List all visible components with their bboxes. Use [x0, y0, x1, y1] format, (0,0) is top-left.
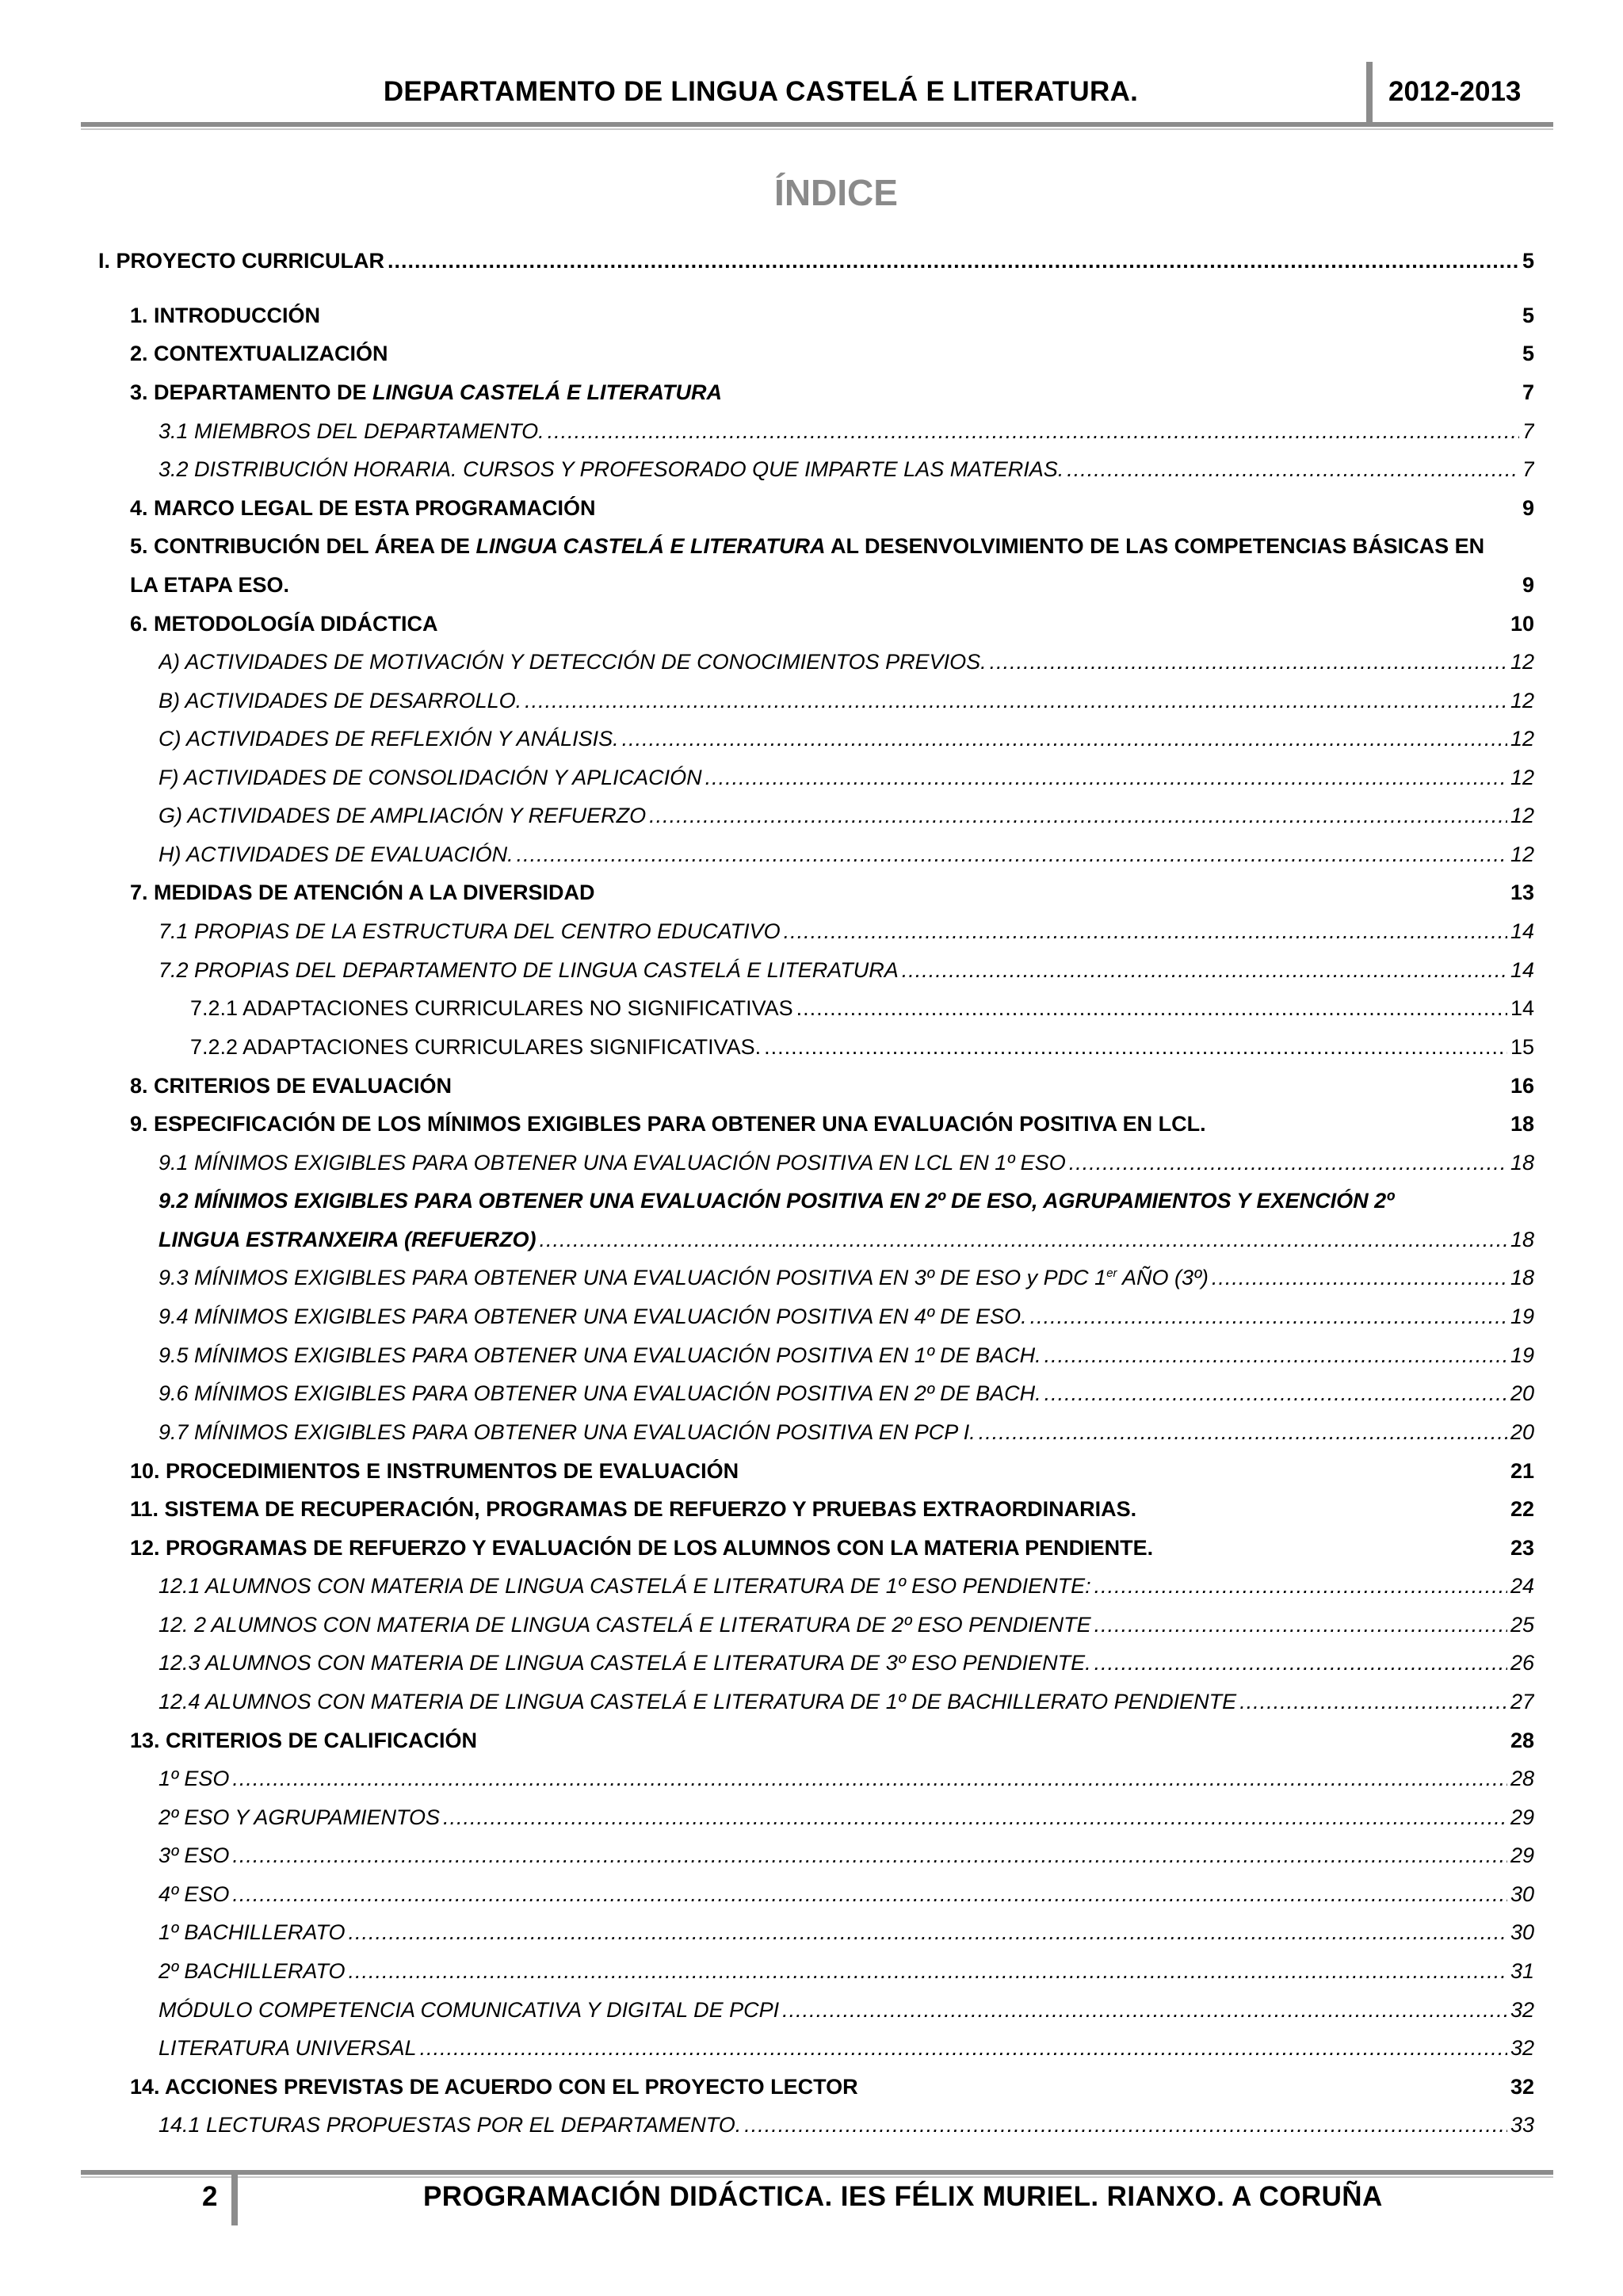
toc-entry[interactable]: 3.1 MIEMBROS DEL DEPARTAMENTO. ..... 7	[158, 417, 1534, 445]
toc-entry[interactable]: 12.3 ALUMNOS CON MATERIA DE LINGUA CASTELÁ E LITERATURA DE 3º ESO PENDIENTE. ..... 26	[158, 1648, 1534, 1677]
footer-text: PROGRAMACIÓN DIDÁCTICA. IES FÉLIX MURIEL. RIANXO. A CORUÑA	[423, 2181, 1383, 2212]
toc-entry[interactable]: LINGUA ESTRANXEIRA (REFUERZO) ..... 18	[158, 1225, 1534, 1254]
toc-entry[interactable]: 9.6 MÍNIMOS EXIGIBLES PARA OBTENER UNA EVALUACIÓN POSITIVA EN 2º DE BACH. ..... 20	[158, 1379, 1534, 1408]
toc-entry[interactable]: 6. METODOLOGÍA DIDÁCTICA 10	[130, 612, 1534, 636]
toc-entry[interactable]: 9.7 MÍNIMOS EXIGIBLES PARA OBTENER UNA EVALUACIÓN POSITIVA EN PCP I. ..... 20	[158, 1418, 1534, 1446]
toc-entry[interactable]: 1º ESO ..... 28	[158, 1764, 1534, 1793]
toc-entry[interactable]: 11. SISTEMA DE RECUPERACIÓN, PROGRAMAS DE REFUERZO Y PRUEBAS EXTRAORDINARIAS. 22	[130, 1497, 1534, 1521]
toc-entry[interactable]: 12.4 ALUMNOS CON MATERIA DE LINGUA CASTELÁ E LITERATURA DE 1º DE BACHILLERATO PENDIENTE ..... 27	[158, 1687, 1534, 1716]
toc-entry-line1[interactable]: 9.2 MÍNIMOS EXIGIBLES PARA OBTENER UNA EVALUACIÓN POSITIVA EN 2º DE ESO, AGRUPAMIENTOS Y EXENCIÓN 2º	[158, 1189, 1394, 1213]
page-number: 2	[202, 2181, 218, 2212]
header-divider	[1366, 62, 1373, 125]
header-rule	[81, 122, 1553, 127]
toc-entry[interactable]: 9.4 MÍNIMOS EXIGIBLES PARA OBTENER UNA EVALUACIÓN POSITIVA EN 4º DE ESO. ..... 19	[158, 1302, 1534, 1331]
toc-entry[interactable]: 13. CRITERIOS DE CALIFICACIÓN 28	[130, 1729, 1534, 1752]
toc-entry[interactable]: LITERATURA UNIVERSAL ..... 32	[158, 2034, 1534, 2062]
toc-entry[interactable]: 8. CRITERIOS DE EVALUACIÓN 16	[130, 1074, 1534, 1098]
toc-entry[interactable]: 9.3 MÍNIMOS EXIGIBLES PARA OBTENER UNA EVALUACIÓN POSITIVA EN 3º DE ESO y PDC 1er AÑO (3º) ..... 18	[158, 1263, 1534, 1292]
toc-entry[interactable]: I. PROYECTO CURRICULAR ..... 5	[98, 246, 1534, 275]
toc-entry[interactable]: C) ACTIVIDADES DE REFLEXIÓN Y ANÁLISIS. ..... 12	[158, 724, 1534, 753]
toc-entry[interactable]: H) ACTIVIDADES DE EVALUACIÓN. ..... 12	[158, 840, 1534, 869]
footer-rule	[81, 2170, 1553, 2175]
toc-entry[interactable]: 14. ACCIONES PREVISTAS DE ACUERDO CON EL PROYECTO LECTOR 32	[130, 2075, 1534, 2099]
toc-entry[interactable]: 7.2.1 ADAPTACIONES CURRICULARES NO SIGNIFICATIVAS ..... 14	[190, 994, 1534, 1022]
toc-entry[interactable]: 4º ESO ..... 30	[158, 1880, 1534, 1908]
toc-entry[interactable]: 1. INTRODUCCIÓN 5	[130, 304, 1534, 327]
toc-entry[interactable]: 9.5 MÍNIMOS EXIGIBLES PARA OBTENER UNA EVALUACIÓN POSITIVA EN 1º DE BACH. ..... 19	[158, 1341, 1534, 1370]
toc-entry[interactable]: 1º BACHILLERATO ..... 30	[158, 1918, 1534, 1946]
toc-entry[interactable]: 7. MEDIDAS DE ATENCIÓN A LA DIVERSIDAD 13	[130, 881, 1534, 904]
toc-entry[interactable]: LA ETAPA ESO. 9	[130, 573, 1534, 597]
toc-heading: ÍNDICE	[774, 172, 898, 213]
toc-entry[interactable]: MÓDULO COMPETENCIA COMUNICATIVA Y DIGITAL DE PCPI ..... 32	[158, 1996, 1534, 2024]
header-rule-shadow	[81, 128, 1553, 130]
toc-entry[interactable]: 7.2 PROPIAS DEL DEPARTAMENTO DE LINGUA CASTELÁ E LITERATURA ..... 14	[158, 956, 1534, 984]
toc-entry[interactable]: B) ACTIVIDADES DE DESARROLLO. ..... 12	[158, 686, 1534, 715]
toc-entry-line1[interactable]: 5. CONTRIBUCIÓN DEL ÁREA DE LINGUA CASTELÁ E LITERATURA AL DESENVOLVIMIENTO DE LAS COMPETENCIAS BÁSICAS EN	[130, 534, 1485, 558]
header-year: 2012-2013	[1388, 76, 1522, 107]
header-title: DEPARTAMENTO DE LINGUA CASTELÁ E LITERATURA.	[383, 76, 1139, 107]
toc-entry[interactable]: 4. MARCO LEGAL DE ESTA PROGRAMACIÓN 9	[130, 496, 1534, 520]
toc-entry[interactable]: 2º ESO Y AGRUPAMIENTOS ..... 29	[158, 1803, 1534, 1832]
toc-entry[interactable]: A) ACTIVIDADES DE MOTIVACIÓN Y DETECCIÓN DE CONOCIMIENTOS PREVIOS. ..... 12	[158, 648, 1534, 676]
toc-entry[interactable]: 9. ESPECIFICACIÓN DE LOS MÍNIMOS EXIGIBLES PARA OBTENER UNA EVALUACIÓN POSITIVA EN LCL. 18	[130, 1112, 1534, 1136]
footer-divider	[231, 2170, 238, 2225]
toc-entry[interactable]: 14.1 LECTURAS PROPUESTAS POR EL DEPARTAMENTO. ..... 33	[158, 2111, 1534, 2139]
toc-entry[interactable]: F) ACTIVIDADES DE CONSOLIDACIÓN Y APLICACIÓN ..... 12	[158, 763, 1534, 792]
toc-entry[interactable]: 3. DEPARTAMENTO DE LINGUA CASTELÁ E LITERATURA 7	[130, 380, 1534, 404]
toc-entry[interactable]: 12. PROGRAMAS DE REFUERZO Y EVALUACIÓN DE LOS ALUMNOS CON LA MATERIA PENDIENTE. 23	[130, 1536, 1534, 1560]
toc-entry[interactable]: 2. CONTEXTUALIZACIÓN 5	[130, 342, 1534, 365]
toc-entry[interactable]: 7.1 PROPIAS DE LA ESTRUCTURA DEL CENTRO EDUCATIVO ..... 14	[158, 917, 1534, 946]
toc-entry[interactable]: 7.2.2 ADAPTACIONES CURRICULARES SIGNIFICATIVAS. ..... 15	[190, 1033, 1534, 1061]
toc-entry[interactable]: 9.1 MÍNIMOS EXIGIBLES PARA OBTENER UNA EVALUACIÓN POSITIVA EN LCL EN 1º ESO ..... 18	[158, 1148, 1534, 1177]
toc-entry[interactable]: 12. 2 ALUMNOS CON MATERIA DE LINGUA CASTELÁ E LITERATURA DE 2º ESO PENDIENTE ..... 25	[158, 1610, 1534, 1639]
toc-entry[interactable]: G) ACTIVIDADES DE AMPLIACIÓN Y REFUERZO ..... 12	[158, 801, 1534, 830]
toc-entry[interactable]: 12.1 ALUMNOS CON MATERIA DE LINGUA CASTELÁ E LITERATURA DE 1º ESO PENDIENTE: ..... 24	[158, 1572, 1534, 1600]
toc-entry[interactable]: 3.2 DISTRIBUCIÓN HORARIA. CURSOS Y PROFESORADO QUE IMPARTE LAS MATERIAS. ..... 7	[158, 455, 1534, 483]
toc-entry[interactable]: 2º BACHILLERATO ..... 31	[158, 1957, 1534, 1985]
toc-entry[interactable]: 10. PROCEDIMIENTOS E INSTRUMENTOS DE EVALUACIÓN 21	[130, 1459, 1534, 1483]
toc-entry[interactable]: 3º ESO ..... 29	[158, 1841, 1534, 1870]
footer-rule-shadow	[81, 2176, 1553, 2178]
